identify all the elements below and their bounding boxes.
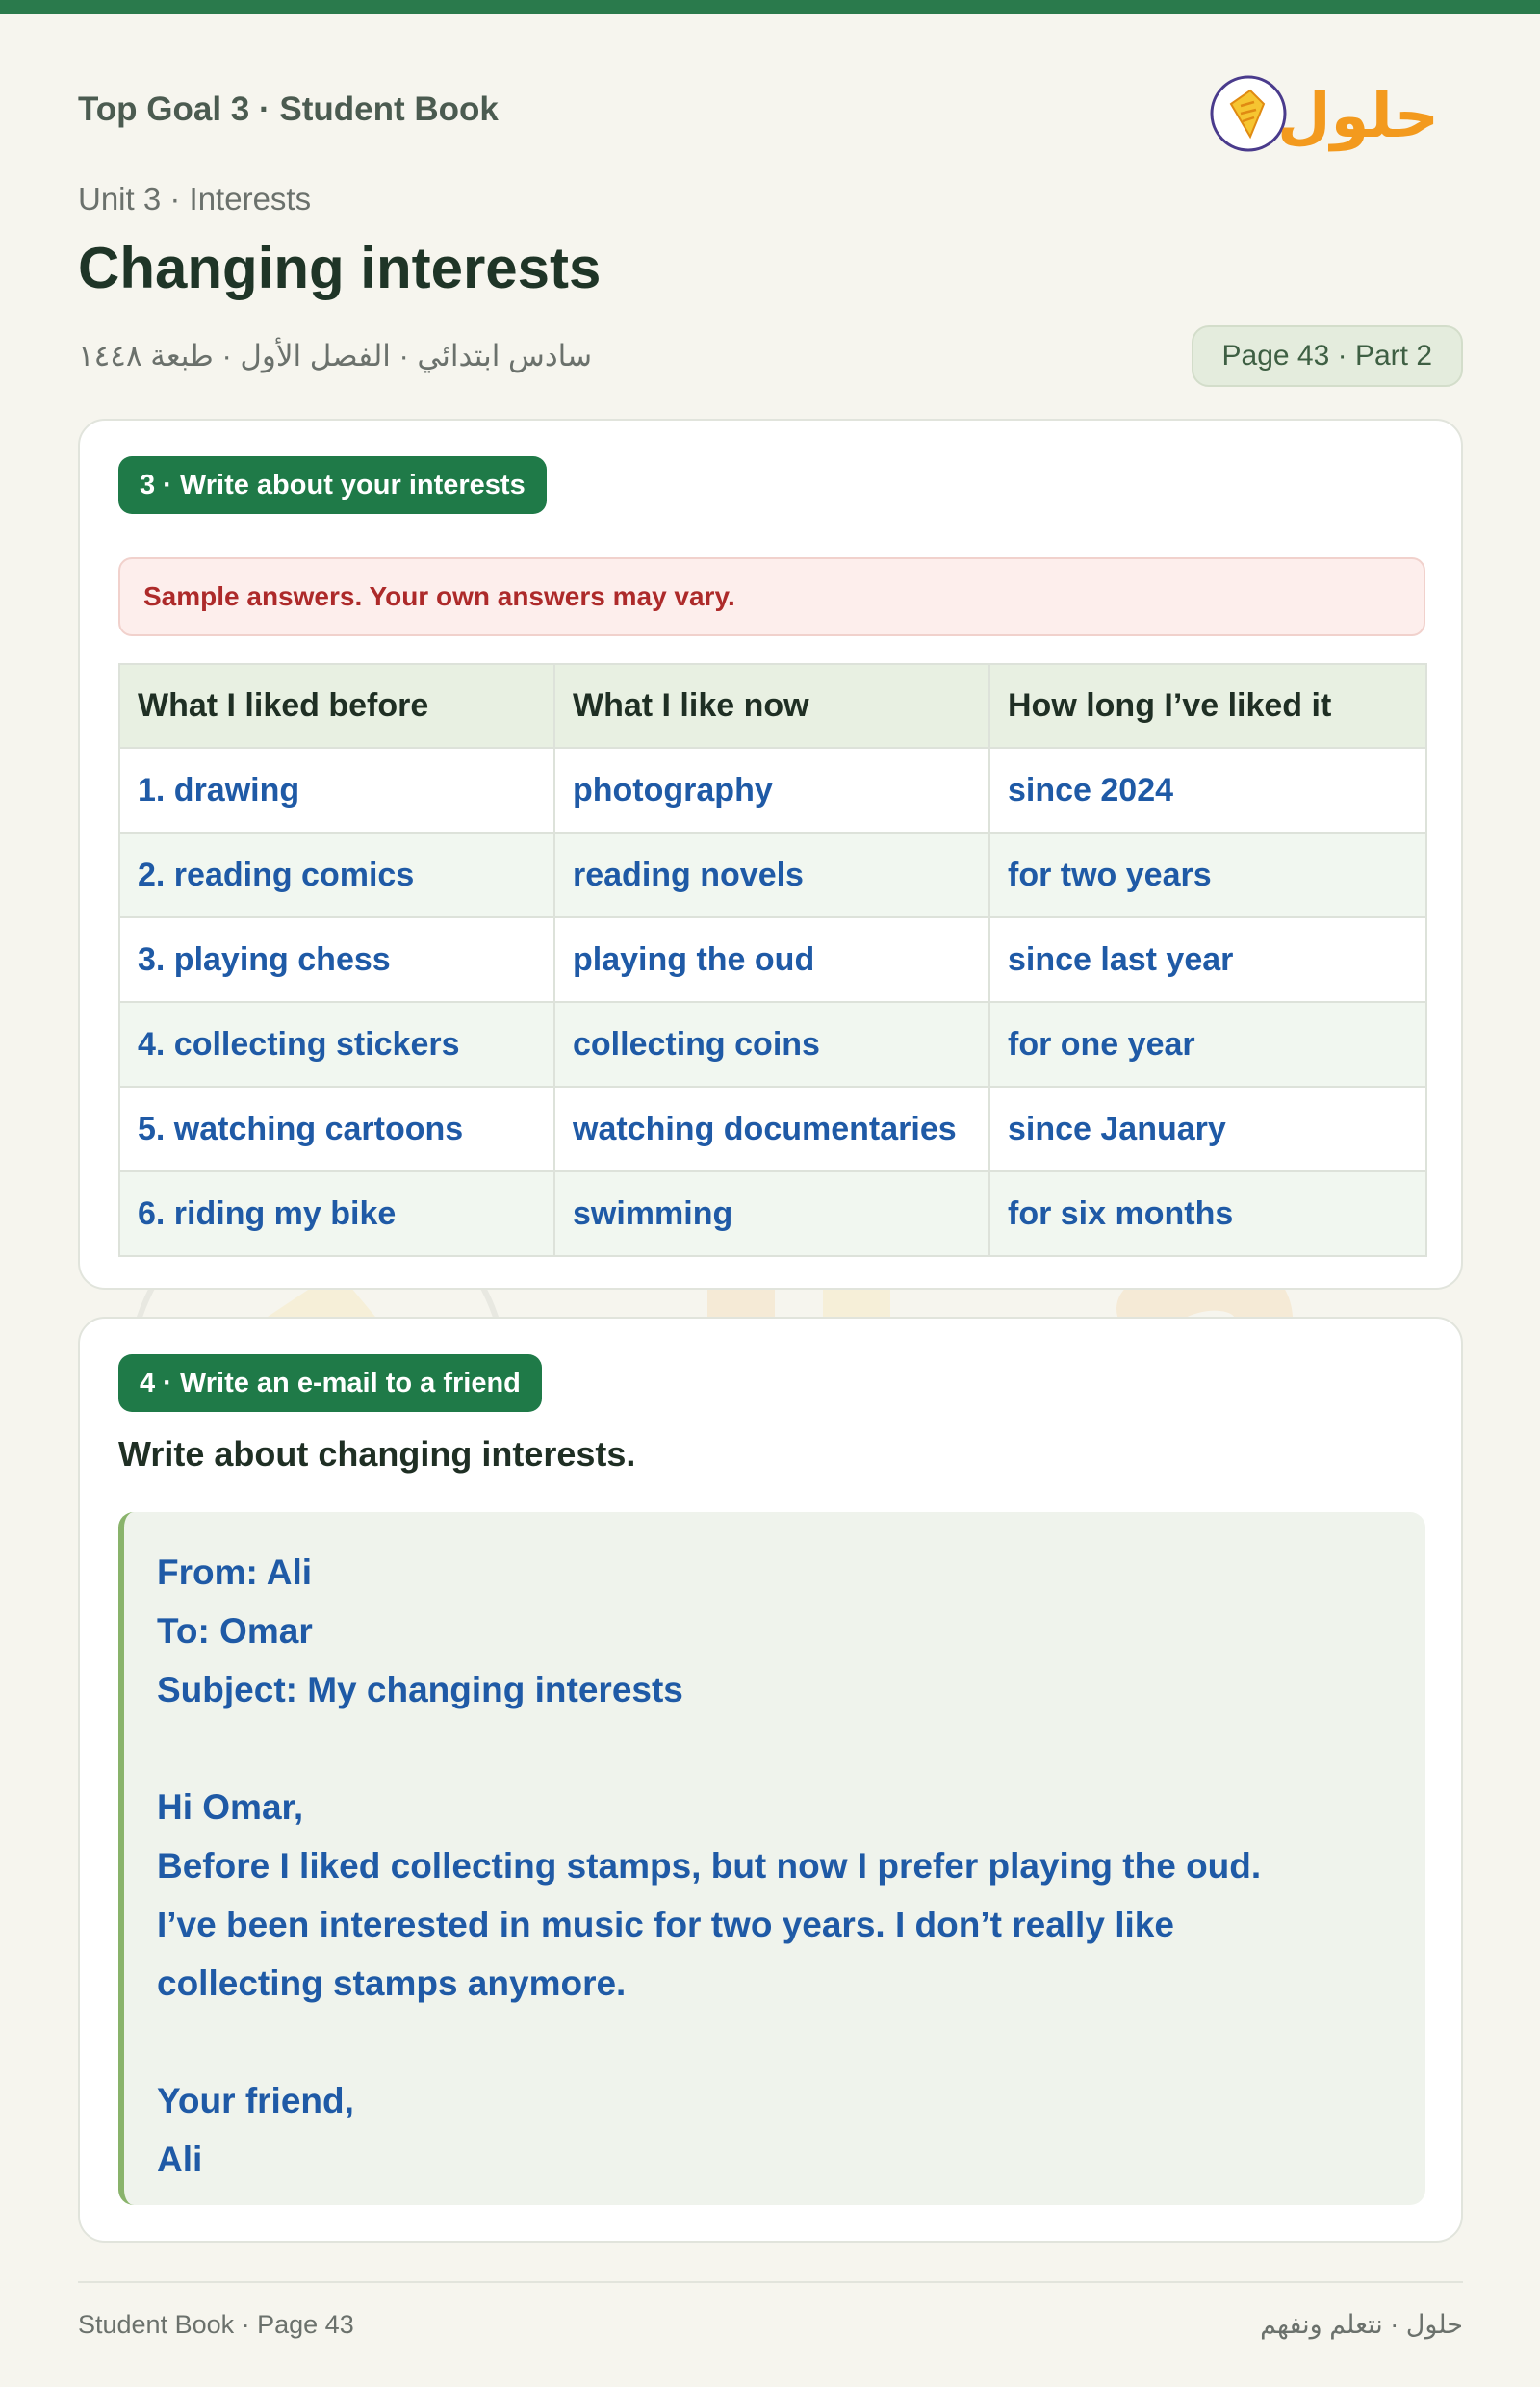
email-from: From: Ali xyxy=(157,1553,313,1592)
table-cell: 3. playing chess xyxy=(119,917,554,1002)
footer-divider xyxy=(78,2281,1463,2283)
table-cell: since January xyxy=(989,1087,1426,1171)
table-cell: watching documentaries xyxy=(554,1087,989,1171)
email-sample xyxy=(118,1512,1425,2205)
interests-card xyxy=(78,419,1463,1290)
table-cell: reading novels xyxy=(554,833,989,917)
email-body-line: Before I liked collecting stamps, but now I prefer playing the oud. xyxy=(157,1846,1262,1886)
page-badge: Page 43 · Part 2 xyxy=(1192,325,1463,387)
book-icon xyxy=(1212,77,1285,150)
page-title: Changing interests xyxy=(78,236,602,300)
section-3-label: 3 · Write about your interests xyxy=(118,456,547,514)
table-row xyxy=(119,833,1426,917)
footer-brand: حلول · نتعلم ونفهم xyxy=(1260,2310,1463,2339)
table-cell: since last year xyxy=(989,917,1426,1002)
email-spacer xyxy=(157,2013,1425,2071)
table-cell: collecting coins xyxy=(554,1002,989,1087)
table-cell: 2. reading comics xyxy=(119,833,554,917)
table-row xyxy=(119,1087,1426,1171)
table-cell: 5. watching cartoons xyxy=(119,1087,554,1171)
arabic-subtitle: سادس ابتدائي · الفصل الأول · طبعة ١٤٤٨ xyxy=(78,339,593,372)
email-subject: Subject: My changing interests xyxy=(157,1670,683,1709)
column-header-now: What I like now xyxy=(554,664,989,748)
book-title: Top Goal 3 · Student Book xyxy=(78,90,499,128)
email-instruction: Write about changing interests. xyxy=(118,1434,636,1474)
table-cell: swimming xyxy=(554,1171,989,1256)
table-cell: 4. collecting stickers xyxy=(119,1002,554,1087)
table-cell: since 2024 xyxy=(989,748,1426,833)
table-cell: 6. riding my bike xyxy=(119,1171,554,1256)
email-signature: Ali xyxy=(157,2140,203,2179)
table-cell: for six months xyxy=(989,1171,1426,1256)
email-greeting: Hi Omar, xyxy=(157,1787,304,1827)
table-cell: playing the oud xyxy=(554,917,989,1002)
table-header-row xyxy=(119,664,1426,748)
table-cell: for two years xyxy=(989,833,1426,917)
email-body-line: I’ve been interested in music for two years. I don’t really like xyxy=(157,1905,1174,1944)
footer-page-label: Student Book · Page 43 xyxy=(78,2310,354,2339)
email-spacer xyxy=(157,1719,1425,1778)
hulul-logo xyxy=(1208,60,1449,161)
email-to: To: Omar xyxy=(157,1611,313,1651)
column-header-how-long: How long I’ve liked it xyxy=(989,664,1426,748)
logo-wordmark: حلول xyxy=(1277,81,1439,152)
table-row xyxy=(119,1171,1426,1256)
table-cell: for one year xyxy=(989,1002,1426,1087)
table-cell: photography xyxy=(554,748,989,833)
sample-answers-note: Sample answers. Your own answers may vary. xyxy=(118,557,1425,636)
table-row xyxy=(119,748,1426,833)
table-cell: 1. drawing xyxy=(119,748,554,833)
section-4-label: 4 · Write an e-mail to a friend xyxy=(118,1354,542,1412)
table-row xyxy=(119,917,1426,1002)
email-card xyxy=(78,1317,1463,2243)
email-closing: Your friend, xyxy=(157,2081,354,2120)
column-header-before: What I liked before xyxy=(119,664,554,748)
table-row xyxy=(119,1002,1426,1087)
interests-table xyxy=(118,663,1427,1257)
unit-label: Unit 3 · Interests xyxy=(78,181,312,217)
email-body-line: collecting stamps anymore. xyxy=(157,1964,627,2003)
page-header xyxy=(78,0,1463,404)
